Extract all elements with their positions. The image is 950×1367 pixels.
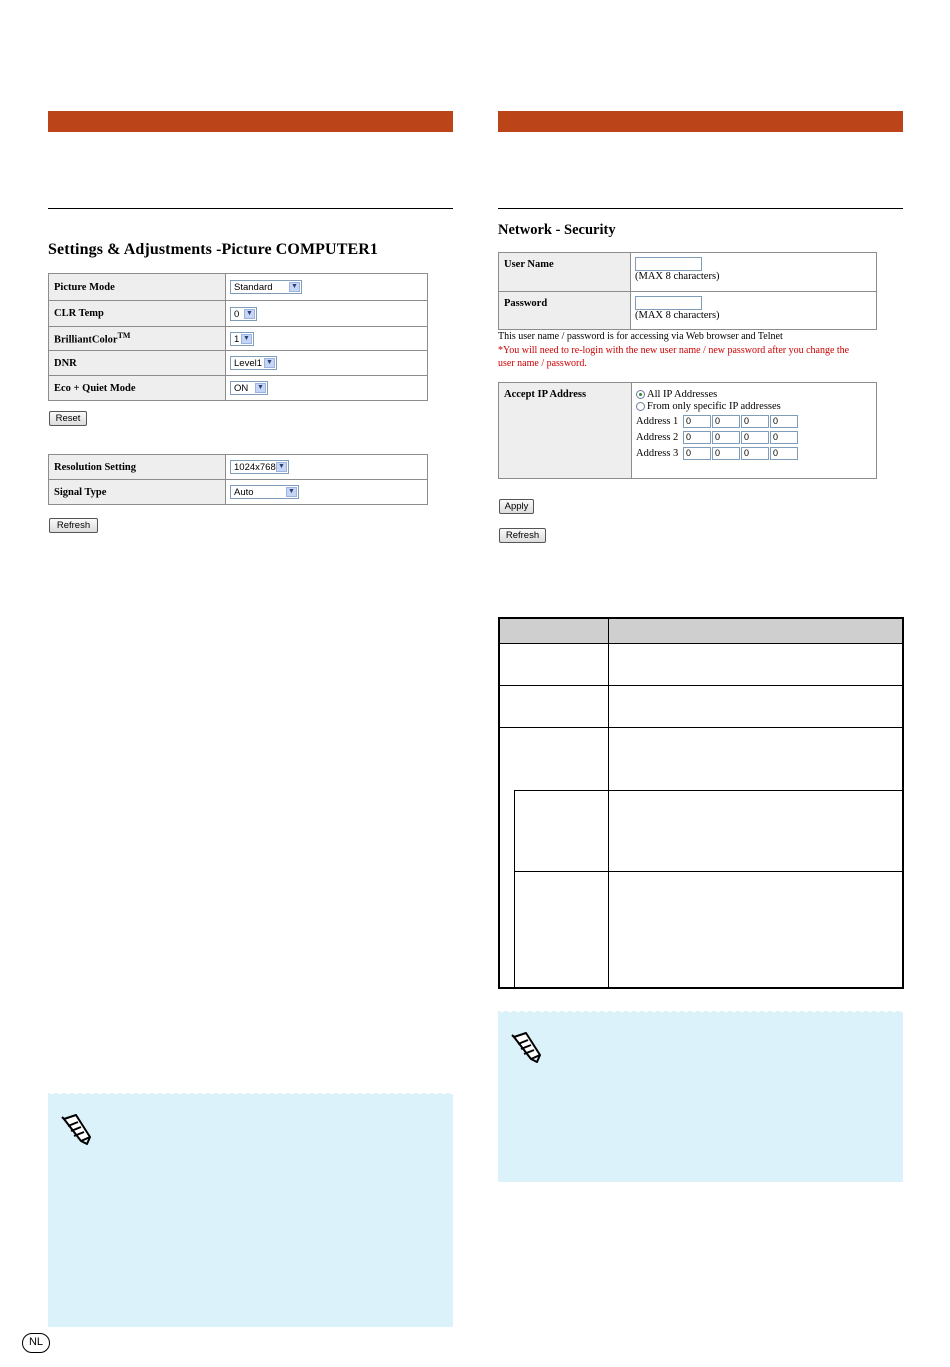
address-3-octet-4[interactable]: 0 — [770, 447, 798, 460]
address-3-octet-2[interactable]: 0 — [712, 447, 740, 460]
pencil-note-icon — [54, 1111, 96, 1145]
address-2-octet-3[interactable]: 0 — [741, 431, 769, 444]
accept-ip-table — [498, 382, 877, 479]
settings-description-table — [498, 617, 904, 989]
user-name-label: User Name — [499, 253, 631, 292]
accept-ip-label: Accept IP Address — [499, 383, 632, 479]
address-1-octet-2[interactable]: 0 — [712, 415, 740, 428]
right-note-box — [498, 1011, 903, 1182]
dnr-label: DNR — [49, 351, 226, 376]
address-3-octet-3[interactable]: 0 — [741, 447, 769, 460]
eco-quiet-mode-label: Eco + Quiet Mode — [49, 376, 226, 401]
column-divider — [608, 619, 609, 987]
chevron-down-icon: ▼ — [286, 487, 297, 497]
address-row-3: Address 3 0 0 0 0 — [636, 447, 872, 460]
address-2-octet-1[interactable]: 0 — [683, 431, 711, 444]
row-divider-1 — [500, 685, 902, 686]
left-header-bar — [48, 111, 453, 132]
chevron-down-icon: ▼ — [244, 309, 255, 319]
language-badge: NL — [22, 1333, 50, 1353]
eco-quiet-mode-select[interactable]: ON ▼ — [230, 381, 268, 395]
security-page-title: Network - Security — [498, 222, 616, 238]
trademark-sup: TM — [117, 331, 131, 341]
password-label: Password — [499, 292, 631, 330]
address-1-octet-3[interactable]: 0 — [741, 415, 769, 428]
radio-all-ip[interactable] — [636, 390, 645, 399]
chevron-down-icon: ▼ — [289, 282, 300, 292]
chevron-down-icon: ▼ — [264, 358, 275, 368]
user-name-max-hint: (MAX 8 characters) — [635, 271, 720, 282]
relogin-warning-line1: *You will need to re-login with the new user name / new password after you change the — [498, 345, 850, 356]
reset-button[interactable]: Reset — [49, 411, 87, 426]
row-divider-2 — [500, 727, 902, 728]
address-1-octet-1[interactable]: 0 — [683, 415, 711, 428]
left-section-rule — [48, 208, 453, 209]
chevron-down-icon: ▼ — [241, 334, 252, 344]
refresh-button-right[interactable]: Refresh — [499, 528, 546, 543]
row-divider-3 — [514, 790, 902, 791]
picture-mode-label: Picture Mode — [49, 274, 226, 301]
credentials-info-text: This user name / password is for accessing via Web browser and Telnet — [498, 331, 783, 342]
user-name-input[interactable] — [635, 257, 702, 271]
sub-indent-line — [514, 790, 515, 987]
address-3-octet-1[interactable]: 0 — [683, 447, 711, 460]
signal-type-select[interactable]: Auto ▼ — [230, 485, 299, 499]
relogin-warning-line2: user name / password. — [498, 358, 587, 369]
chevron-down-icon: ▼ — [255, 383, 266, 393]
picture-mode-select[interactable]: Standard ▼ — [230, 280, 302, 294]
picture-settings-table — [48, 273, 428, 401]
right-header-bar — [498, 111, 903, 132]
refresh-button-left[interactable]: Refresh — [49, 518, 98, 533]
right-section-rule — [498, 208, 903, 209]
left-note-box — [48, 1093, 453, 1327]
address-1-octet-4[interactable]: 0 — [770, 415, 798, 428]
table-header-row — [500, 619, 902, 644]
signal-type-label: Signal Type — [49, 480, 226, 505]
address-row-2: Address 2 0 0 0 0 — [636, 431, 872, 444]
brilliantcolor-label: BrilliantColor™ — [49, 327, 226, 351]
password-max-hint: (MAX 8 characters) — [635, 310, 720, 321]
address-2-octet-4[interactable]: 0 — [770, 431, 798, 444]
radio-specific-ip-option[interactable]: From only specific IP addresses — [636, 401, 872, 412]
clr-temp-select[interactable]: 0 ▼ — [230, 307, 257, 321]
picture-page-title: Settings & Adjustments -Picture COMPUTER1 — [48, 241, 379, 258]
resolution-signal-table — [48, 454, 428, 505]
resolution-select[interactable]: 1024x768 ▼ — [230, 460, 289, 474]
radio-specific-ip[interactable] — [636, 402, 645, 411]
pencil-note-icon — [504, 1029, 546, 1063]
radio-all-ip-option[interactable]: All IP Addresses — [636, 389, 872, 400]
row-divider-4 — [514, 871, 902, 872]
address-2-octet-2[interactable]: 0 — [712, 431, 740, 444]
dnr-select[interactable]: Level1 ▼ — [230, 356, 277, 370]
address-row-1: Address 1 0 0 0 0 — [636, 415, 872, 428]
brilliantcolor-select[interactable]: 1 ▼ — [230, 332, 254, 346]
credentials-table — [498, 252, 877, 330]
chevron-down-icon: ▼ — [276, 462, 287, 472]
password-input[interactable] — [635, 296, 702, 310]
apply-button[interactable]: Apply — [499, 499, 534, 514]
clr-temp-label: CLR Temp — [49, 301, 226, 327]
resolution-setting-label: Resolution Setting — [49, 455, 226, 480]
